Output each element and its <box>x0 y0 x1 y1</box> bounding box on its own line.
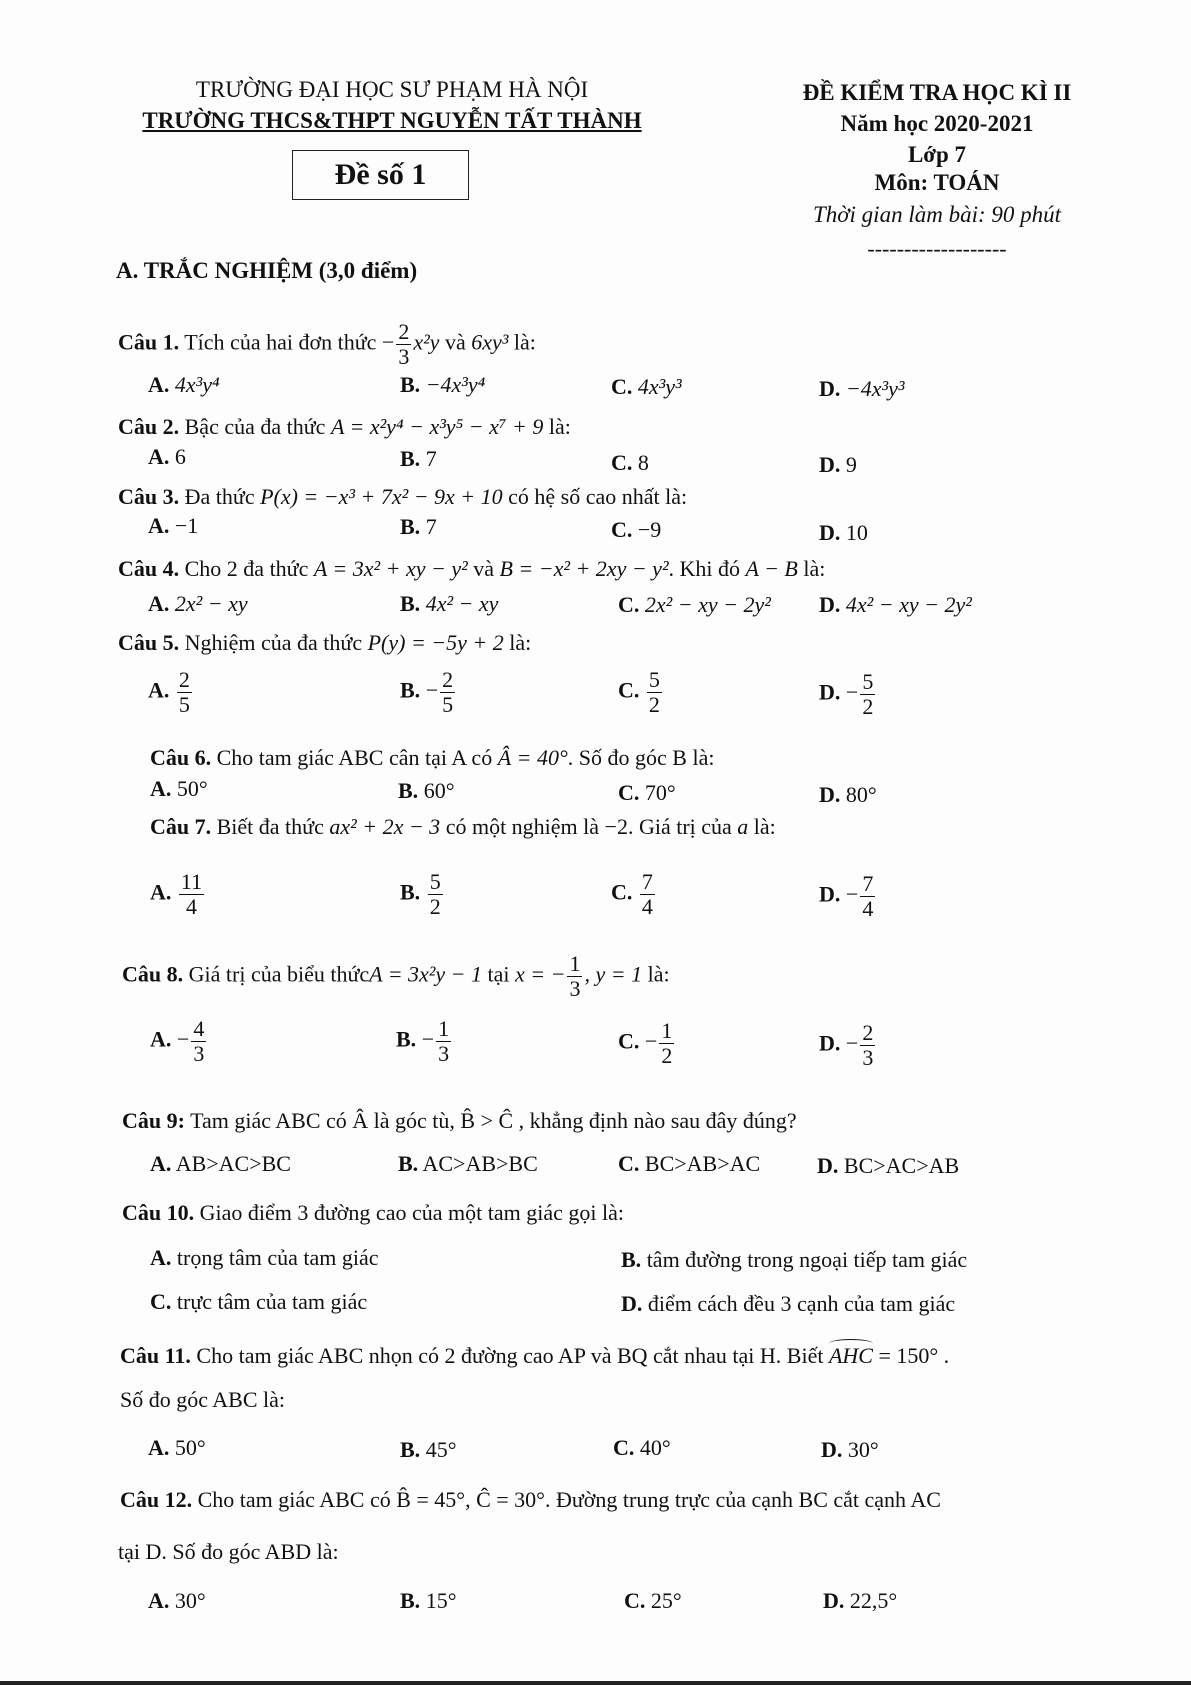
option-b[interactable] <box>621 1247 967 1273</box>
option-c[interactable] <box>611 517 661 543</box>
option-c[interactable] <box>618 592 771 618</box>
option-text: 7 <box>425 514 437 539</box>
option-a[interactable] <box>148 668 194 717</box>
fraction <box>191 1017 206 1066</box>
option-text: 22,5° <box>849 1588 898 1613</box>
question-9 <box>122 1108 797 1134</box>
separator: ------------------- <box>867 236 1007 261</box>
option-c[interactable] <box>618 1019 676 1068</box>
option-a[interactable] <box>148 1588 206 1614</box>
option-text: −4x³y³ <box>845 376 905 401</box>
option-text: 50° <box>176 776 208 801</box>
option-letter: D. <box>821 1437 843 1462</box>
option-c[interactable] <box>624 1588 682 1614</box>
denominator: 4 <box>185 894 197 919</box>
option-text: 30° <box>174 1588 206 1613</box>
denominator: 5 <box>442 692 454 717</box>
question-text: Cho 2 đa thức <box>184 556 309 581</box>
question-text: là: <box>513 329 536 355</box>
denominator: 4 <box>641 894 653 919</box>
math-expression: P(y) = −5y + 2 <box>367 630 504 655</box>
numerator: 2 <box>178 667 190 692</box>
question-11-line-2: Số đo góc ABC là: <box>120 1387 286 1412</box>
math-expression: , y = 1 <box>584 961 643 987</box>
sign: − <box>176 1026 190 1052</box>
denominator: 3 <box>569 976 581 1001</box>
question-3 <box>118 484 687 510</box>
fraction <box>567 952 582 1001</box>
question-label: Câu 11. <box>120 1343 191 1368</box>
math-expression: A = 3x² + xy − y² <box>313 556 468 581</box>
numerator: 5 <box>862 669 874 694</box>
option-d[interactable] <box>817 1153 959 1179</box>
option-letter: A. <box>148 372 170 397</box>
option-letter: C. <box>618 1151 640 1176</box>
question-text: . Số đo góc B là: <box>567 745 715 770</box>
option-letter: B. <box>400 514 421 539</box>
option-letter: A. <box>148 513 170 538</box>
question-text: Nghiệm của đa thức <box>184 630 363 655</box>
option-text: 7 <box>425 446 437 471</box>
option-text: trọng tâm của tam giác <box>176 1245 379 1270</box>
option-a[interactable] <box>150 870 206 919</box>
math-expression: A − B <box>745 556 798 581</box>
option-letter: A. <box>150 1151 172 1176</box>
math-expression: 6xy³ <box>471 329 509 355</box>
sign: − <box>845 1030 859 1056</box>
question-label: Câu 10. <box>122 1200 195 1225</box>
numerator: 1 <box>661 1018 673 1043</box>
option-letter: B. <box>400 372 421 397</box>
option-letter: B. <box>400 446 421 471</box>
question-label: Câu 9: <box>122 1108 185 1133</box>
option-letter: D. <box>819 592 841 617</box>
question-text: Cho tam giác ABC có B̂ = 45°, Ĉ = 30°. Đường trung trực của cạnh BC cắt cạnh AC <box>197 1487 941 1512</box>
fraction <box>640 870 655 919</box>
option-text: 2x² − xy <box>174 591 248 616</box>
option-c[interactable] <box>618 780 676 806</box>
option-text: AC>AB>BC <box>422 1151 538 1176</box>
numerator: 1 <box>438 1016 450 1041</box>
university-name: TRƯỜNG ĐẠI HỌC SƯ PHẠM HÀ NỘI <box>195 77 589 102</box>
numerator: 2 <box>862 1020 874 1045</box>
option-letter: D. <box>819 782 841 807</box>
option-letter: C. <box>618 592 640 617</box>
option-letter: A. <box>148 444 170 469</box>
option-text: 40° <box>639 1435 671 1460</box>
fraction <box>647 668 662 717</box>
option-letter: D. <box>819 376 841 401</box>
option-text: 4x³y⁴ <box>174 372 220 397</box>
duration: Thời gian làm bài: 90 phút <box>812 202 1062 227</box>
option-text: trực tâm của tam giác <box>176 1289 368 1314</box>
option-text: 6 <box>174 444 186 469</box>
subject: Môn: TOÁN <box>874 170 1000 195</box>
numerator: 5 <box>429 869 441 894</box>
numerator: 7 <box>862 871 874 896</box>
option-b[interactable] <box>400 514 437 540</box>
math-expression: Â = 40° <box>497 745 568 770</box>
option-a[interactable] <box>150 1017 208 1066</box>
question-label: Câu 6. <box>150 745 212 770</box>
option-c[interactable] <box>150 1289 367 1315</box>
fraction <box>179 870 204 919</box>
question-11 <box>120 1343 949 1369</box>
question-5 <box>118 630 531 656</box>
option-b[interactable] <box>396 1017 453 1066</box>
option-text: 50° <box>174 1435 206 1460</box>
option-letter: C. <box>618 1028 640 1054</box>
option-text: 15° <box>425 1588 457 1613</box>
sign: − <box>845 679 859 705</box>
option-letter: D. <box>819 881 841 907</box>
option-letter: A. <box>148 1588 170 1613</box>
denominator: 2 <box>661 1043 673 1068</box>
question-text: và <box>473 556 494 581</box>
option-letter: A. <box>148 591 170 616</box>
question-text: Cho tam giác ABC nhọn có 2 đường cao AP và BQ cắt nhau tại H. Biết <box>196 1343 824 1368</box>
option-letter: A. <box>150 776 172 801</box>
option-a[interactable] <box>148 1435 206 1461</box>
option-letter: A. <box>148 1435 170 1460</box>
option-b[interactable] <box>398 778 455 804</box>
option-letter: C. <box>611 879 633 905</box>
option-d[interactable] <box>819 376 904 402</box>
grade: Lớp 7 <box>907 142 967 167</box>
sign: − <box>644 1028 658 1054</box>
numerator: 2 <box>398 319 410 344</box>
denominator: 3 <box>398 344 410 369</box>
option-letter: A. <box>148 677 170 703</box>
denominator: 2 <box>648 692 660 717</box>
math-expression: ax² + 2x − 3 <box>329 814 441 839</box>
option-text: 45° <box>425 1437 457 1462</box>
option-letter: C. <box>611 450 633 475</box>
math-expression: a <box>737 814 749 839</box>
option-a[interactable] <box>150 776 208 802</box>
math-expression: A = 3x²y − 1 <box>369 961 483 987</box>
option-text: 60° <box>423 778 455 803</box>
option-b[interactable] <box>400 1588 457 1614</box>
option-d[interactable] <box>819 782 877 808</box>
option-letter: B. <box>400 1437 421 1462</box>
denominator: 3 <box>193 1041 205 1066</box>
sign: − <box>845 881 859 907</box>
fraction <box>177 668 192 717</box>
question-text: là: <box>753 814 776 839</box>
option-text: BC>AB>AC <box>644 1151 761 1176</box>
school-year: Năm học 2020-2021 <box>840 111 1034 136</box>
option-b[interactable] <box>400 372 485 398</box>
option-text: điểm cách đều 3 cạnh của tam giác <box>647 1291 956 1316</box>
question-text: Đa thức <box>184 484 255 509</box>
option-letter: B. <box>621 1247 642 1272</box>
section-heading: A. TRẮC NGHIỆM (3,0 điểm) <box>116 258 418 283</box>
numerator: 7 <box>641 869 653 894</box>
question-text: là: <box>548 414 571 439</box>
option-d[interactable] <box>621 1291 955 1317</box>
option-letter: C. <box>618 677 640 703</box>
question-2 <box>118 414 571 440</box>
numerator: 11 <box>180 869 203 894</box>
option-letter: B. <box>400 879 421 905</box>
option-b[interactable] <box>400 1437 457 1463</box>
option-letter: D. <box>817 1153 839 1178</box>
question-label: Câu 3. <box>118 484 180 509</box>
question-text: là: <box>803 556 826 581</box>
option-letter: A. <box>150 1026 172 1052</box>
option-c[interactable] <box>618 1151 760 1177</box>
option-b[interactable] <box>400 870 445 919</box>
question-text: . Khi đó <box>668 556 741 581</box>
question-4 <box>118 556 825 582</box>
question-text: Giao điểm 3 đường cao của một tam giác gọi là: <box>199 1200 624 1225</box>
sign: − <box>421 1026 435 1052</box>
denominator: 2 <box>862 694 874 719</box>
fraction <box>428 870 443 919</box>
option-text: AB>AC>BC <box>175 1151 291 1176</box>
option-text: 30° <box>847 1437 879 1462</box>
option-text: 4x³y³ <box>637 374 682 399</box>
option-text: 80° <box>845 782 877 807</box>
option-letter: D. <box>819 1030 841 1056</box>
question-8 <box>122 952 670 1001</box>
option-letter: B. <box>398 778 419 803</box>
option-text: 4x² − xy <box>425 591 499 616</box>
option-a[interactable] <box>148 372 220 398</box>
option-letter: C. <box>613 1435 635 1460</box>
option-a[interactable] <box>148 513 198 539</box>
option-letter: B. <box>398 1151 419 1176</box>
question-text: có một nghiệm là −2. Giá trị của <box>445 814 732 839</box>
denominator: 5 <box>178 692 190 717</box>
option-c[interactable] <box>611 870 657 919</box>
math-expression: B = −x² + 2xy − y² <box>499 556 669 581</box>
denominator: 4 <box>862 896 874 921</box>
option-a[interactable] <box>150 1245 378 1271</box>
option-text: 25° <box>650 1588 682 1613</box>
question-10 <box>122 1200 624 1226</box>
option-c[interactable] <box>618 668 664 717</box>
option-letter: A. <box>150 1245 172 1270</box>
fraction <box>396 320 411 369</box>
option-letter: C. <box>150 1289 172 1314</box>
numerator: 4 <box>193 1016 205 1041</box>
fraction <box>860 1021 875 1070</box>
option-letter: C. <box>611 517 633 542</box>
option-letter: B. <box>400 677 421 703</box>
option-letter: B. <box>400 1588 421 1613</box>
question-text: và <box>444 329 466 355</box>
option-letter: C. <box>624 1588 646 1613</box>
option-b[interactable] <box>400 446 437 472</box>
option-letter: D. <box>819 452 841 477</box>
question-label: Câu 12. <box>120 1487 193 1512</box>
question-12 <box>120 1487 941 1513</box>
math-expression: P(x) = −x³ + 7x² − 9x + 10 <box>260 484 503 509</box>
option-a[interactable] <box>148 444 186 470</box>
question-label: Câu 4. <box>118 556 180 581</box>
option-text: 9 <box>845 452 857 477</box>
question-label: Câu 7. <box>150 814 212 839</box>
numerator: 2 <box>442 667 454 692</box>
denominator: 3 <box>438 1041 450 1066</box>
option-d[interactable] <box>819 592 972 618</box>
option-b[interactable] <box>400 591 498 617</box>
exam-title: ĐỀ KIỂM TRA HỌC KÌ II <box>802 80 1072 105</box>
denominator: 3 <box>862 1045 874 1070</box>
question-1 <box>118 320 536 369</box>
question-label: Câu 5. <box>118 630 180 655</box>
question-label: Câu 8. <box>122 961 184 987</box>
option-c[interactable] <box>611 450 649 476</box>
option-letter: D. <box>819 679 841 705</box>
option-text: −4x³y⁴ <box>425 372 486 397</box>
question-text: Cho tam giác ABC cân tại A có <box>216 745 493 770</box>
option-text: 2x² − xy − 2y² <box>644 592 771 617</box>
option-text: −1 <box>174 513 199 538</box>
option-text: −9 <box>637 517 662 542</box>
question-text: Bậc của đa thức <box>184 414 326 439</box>
question-text: có hệ số cao nhất là: <box>508 484 688 509</box>
option-letter: D. <box>621 1291 643 1316</box>
option-text: 70° <box>644 780 676 805</box>
option-d[interactable] <box>821 1437 879 1463</box>
option-text: 8 <box>637 450 649 475</box>
option-b[interactable] <box>398 1151 538 1177</box>
option-d[interactable] <box>823 1588 897 1614</box>
option-letter: A. <box>150 879 172 905</box>
option-d[interactable] <box>819 452 857 478</box>
question-text: là: <box>647 961 670 987</box>
question-text: Tích của hai đơn thức <box>184 329 377 355</box>
question-6 <box>150 745 714 771</box>
school-name: TRƯỜNG THCS&THPT NGUYỄN TẤT THÀNH <box>142 108 642 133</box>
question-text: Biết đa thức <box>216 814 324 839</box>
denominator: 2 <box>429 894 441 919</box>
option-c[interactable] <box>613 1435 671 1461</box>
option-text: 10 <box>845 520 868 545</box>
question-label: Câu 1. <box>118 329 180 355</box>
option-c[interactable] <box>611 374 682 400</box>
minus-sign: − <box>381 329 395 355</box>
question-7 <box>150 814 776 840</box>
fraction <box>436 1017 451 1066</box>
fraction <box>659 1019 674 1068</box>
math-expression: = 150° . <box>878 1343 950 1368</box>
option-a[interactable] <box>148 591 248 617</box>
math-expression: x²y <box>413 329 440 355</box>
math-expression: A = x²y⁴ − x³y⁵ − x⁷ + 9 <box>330 414 544 439</box>
question-12-line-2: tại D. Số đo góc ABD là: <box>118 1539 339 1564</box>
question-text: Giá trị của biểu thức <box>188 961 370 987</box>
option-letter: D. <box>823 1588 845 1613</box>
fraction <box>440 668 455 717</box>
math-expression: x = − <box>515 961 566 987</box>
option-letter: D. <box>819 520 841 545</box>
numerator: 1 <box>569 951 581 976</box>
numerator: 5 <box>648 667 660 692</box>
option-text: BC>AC>AB <box>843 1153 960 1178</box>
question-text: Tam giác ABC có Â là góc tù, B̂ > Ĉ , khẳng định nào sau đây đúng? <box>190 1108 797 1133</box>
option-d[interactable] <box>819 1021 877 1070</box>
option-text: 4x² − xy − 2y² <box>845 592 972 617</box>
option-letter: B. <box>400 591 421 616</box>
option-letter: C. <box>611 374 633 399</box>
question-label: Câu 2. <box>118 414 180 439</box>
option-d[interactable] <box>819 670 877 719</box>
sign: − <box>425 677 439 703</box>
option-b[interactable] <box>400 668 457 717</box>
exam-code-box: Đề số 1 <box>292 150 469 200</box>
fraction <box>860 670 875 719</box>
option-letter: B. <box>396 1026 417 1052</box>
option-d[interactable] <box>819 872 877 921</box>
scan-edge <box>0 1681 1191 1685</box>
option-letter: C. <box>618 780 640 805</box>
fraction <box>860 872 875 921</box>
option-d[interactable] <box>819 520 868 546</box>
angle-ahc: AHC <box>828 1343 873 1368</box>
question-text: là: <box>509 630 532 655</box>
option-a[interactable] <box>150 1151 291 1177</box>
question-text: tại <box>487 961 510 987</box>
option-text: tâm đường trong ngoại tiếp tam giác <box>646 1247 968 1272</box>
